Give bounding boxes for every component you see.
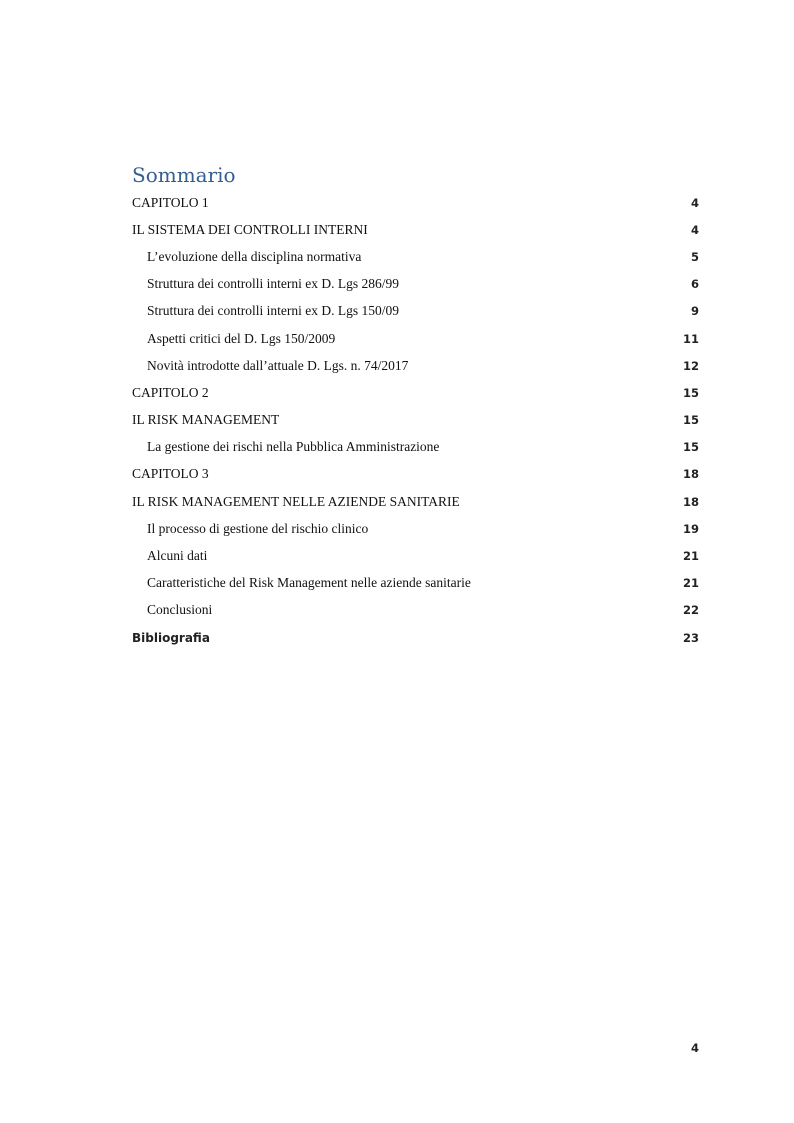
toc-entry-text: IL RISK MANAGEMENT NELLE AZIENDE SANITARIE [132,493,460,509]
toc-entry-aspetti-critici[interactable] [132,325,699,352]
toc-entry-evoluzione-disciplina[interactable] [132,243,699,270]
toc-entry-text: CAPITOLO 1 [132,194,209,210]
toc-entry-alcuni-dati[interactable] [132,542,699,569]
toc-entry-processo-rischio-clinico[interactable] [132,515,699,542]
toc-entry-text: Struttura dei controlli interni ex D. Lgs 150/09 [147,303,399,319]
toc-entry-page: 9 [690,304,699,319]
toc-entry-page: 6 [690,277,699,292]
toc-entry-capitolo-2[interactable] [132,379,699,406]
page-number: 4 [690,1041,699,1055]
toc-entry-struttura-286-99[interactable] [132,271,699,298]
toc-entry-risk-management[interactable] [132,407,699,434]
toc-entry-text: IL RISK MANAGEMENT [132,412,280,428]
toc-entry-text: CAPITOLO 3 [132,466,209,482]
toc-entry-page: 15 [682,413,699,428]
toc-entry-text: Il processo di gestione del rischio clinico [147,520,369,536]
toc-entry-text: Bibliografia [132,630,210,645]
toc-entry-page: 18 [682,467,699,482]
toc-entry-page: 15 [682,385,699,400]
toc-entry-page: 22 [682,603,699,618]
toc-entry-page: 12 [682,358,699,373]
toc-entry-page: 21 [682,549,699,564]
toc-entry-text: Aspetti critici del D. Lgs 150/2009 [147,330,336,346]
table-of-contents [132,189,699,651]
toc-entry-page: 5 [690,249,699,264]
toc-entry-novita-74-2017[interactable] [132,352,699,379]
toc-title: Sommario [132,163,236,187]
toc-entry-page: 15 [682,440,699,455]
toc-entry-text: La gestione dei rischi nella Pubblica Amministrazione [147,439,440,455]
toc-entry-page: 18 [682,494,699,509]
toc-entry-page: 23 [682,630,699,645]
toc-entry-page: 4 [690,222,699,237]
toc-entry-text: Caratteristiche del Risk Management nelle aziende sanitarie [147,575,471,591]
toc-entry-page: 19 [682,521,699,536]
toc-entry-caratteristiche-risk-management[interactable] [132,570,699,597]
toc-entry-text: Novità introdotte dall’attuale D. Lgs. n. 74/2017 [147,357,409,373]
toc-entry-struttura-150-09[interactable] [132,298,699,325]
toc-entry-text: Struttura dei controlli interni ex D. Lgs 286/99 [147,276,399,292]
toc-entry-capitolo-3[interactable] [132,461,699,488]
toc-entry-capitolo-1[interactable] [132,189,699,216]
toc-entry-text: L’evoluzione della disciplina normativa [147,248,362,264]
toc-entry-text: IL SISTEMA DEI CONTROLLI INTERNI [132,221,368,237]
toc-entry-page: 21 [682,576,699,591]
toc-entry-risk-management-aziende-sanitarie[interactable] [132,488,699,515]
toc-entry-text: Alcuni dati [147,548,208,564]
toc-entry-sistema-controlli-interni[interactable] [132,216,699,243]
toc-entry-conclusioni[interactable] [132,597,699,624]
toc-entry-text: Conclusioni [147,602,213,618]
toc-entry-gestione-rischi-pa[interactable] [132,434,699,461]
toc-entry-text: CAPITOLO 2 [132,384,209,400]
toc-entry-page: 11 [682,331,699,346]
toc-entry-page: 4 [690,195,699,210]
toc-entry-bibliografia[interactable] [132,624,699,651]
